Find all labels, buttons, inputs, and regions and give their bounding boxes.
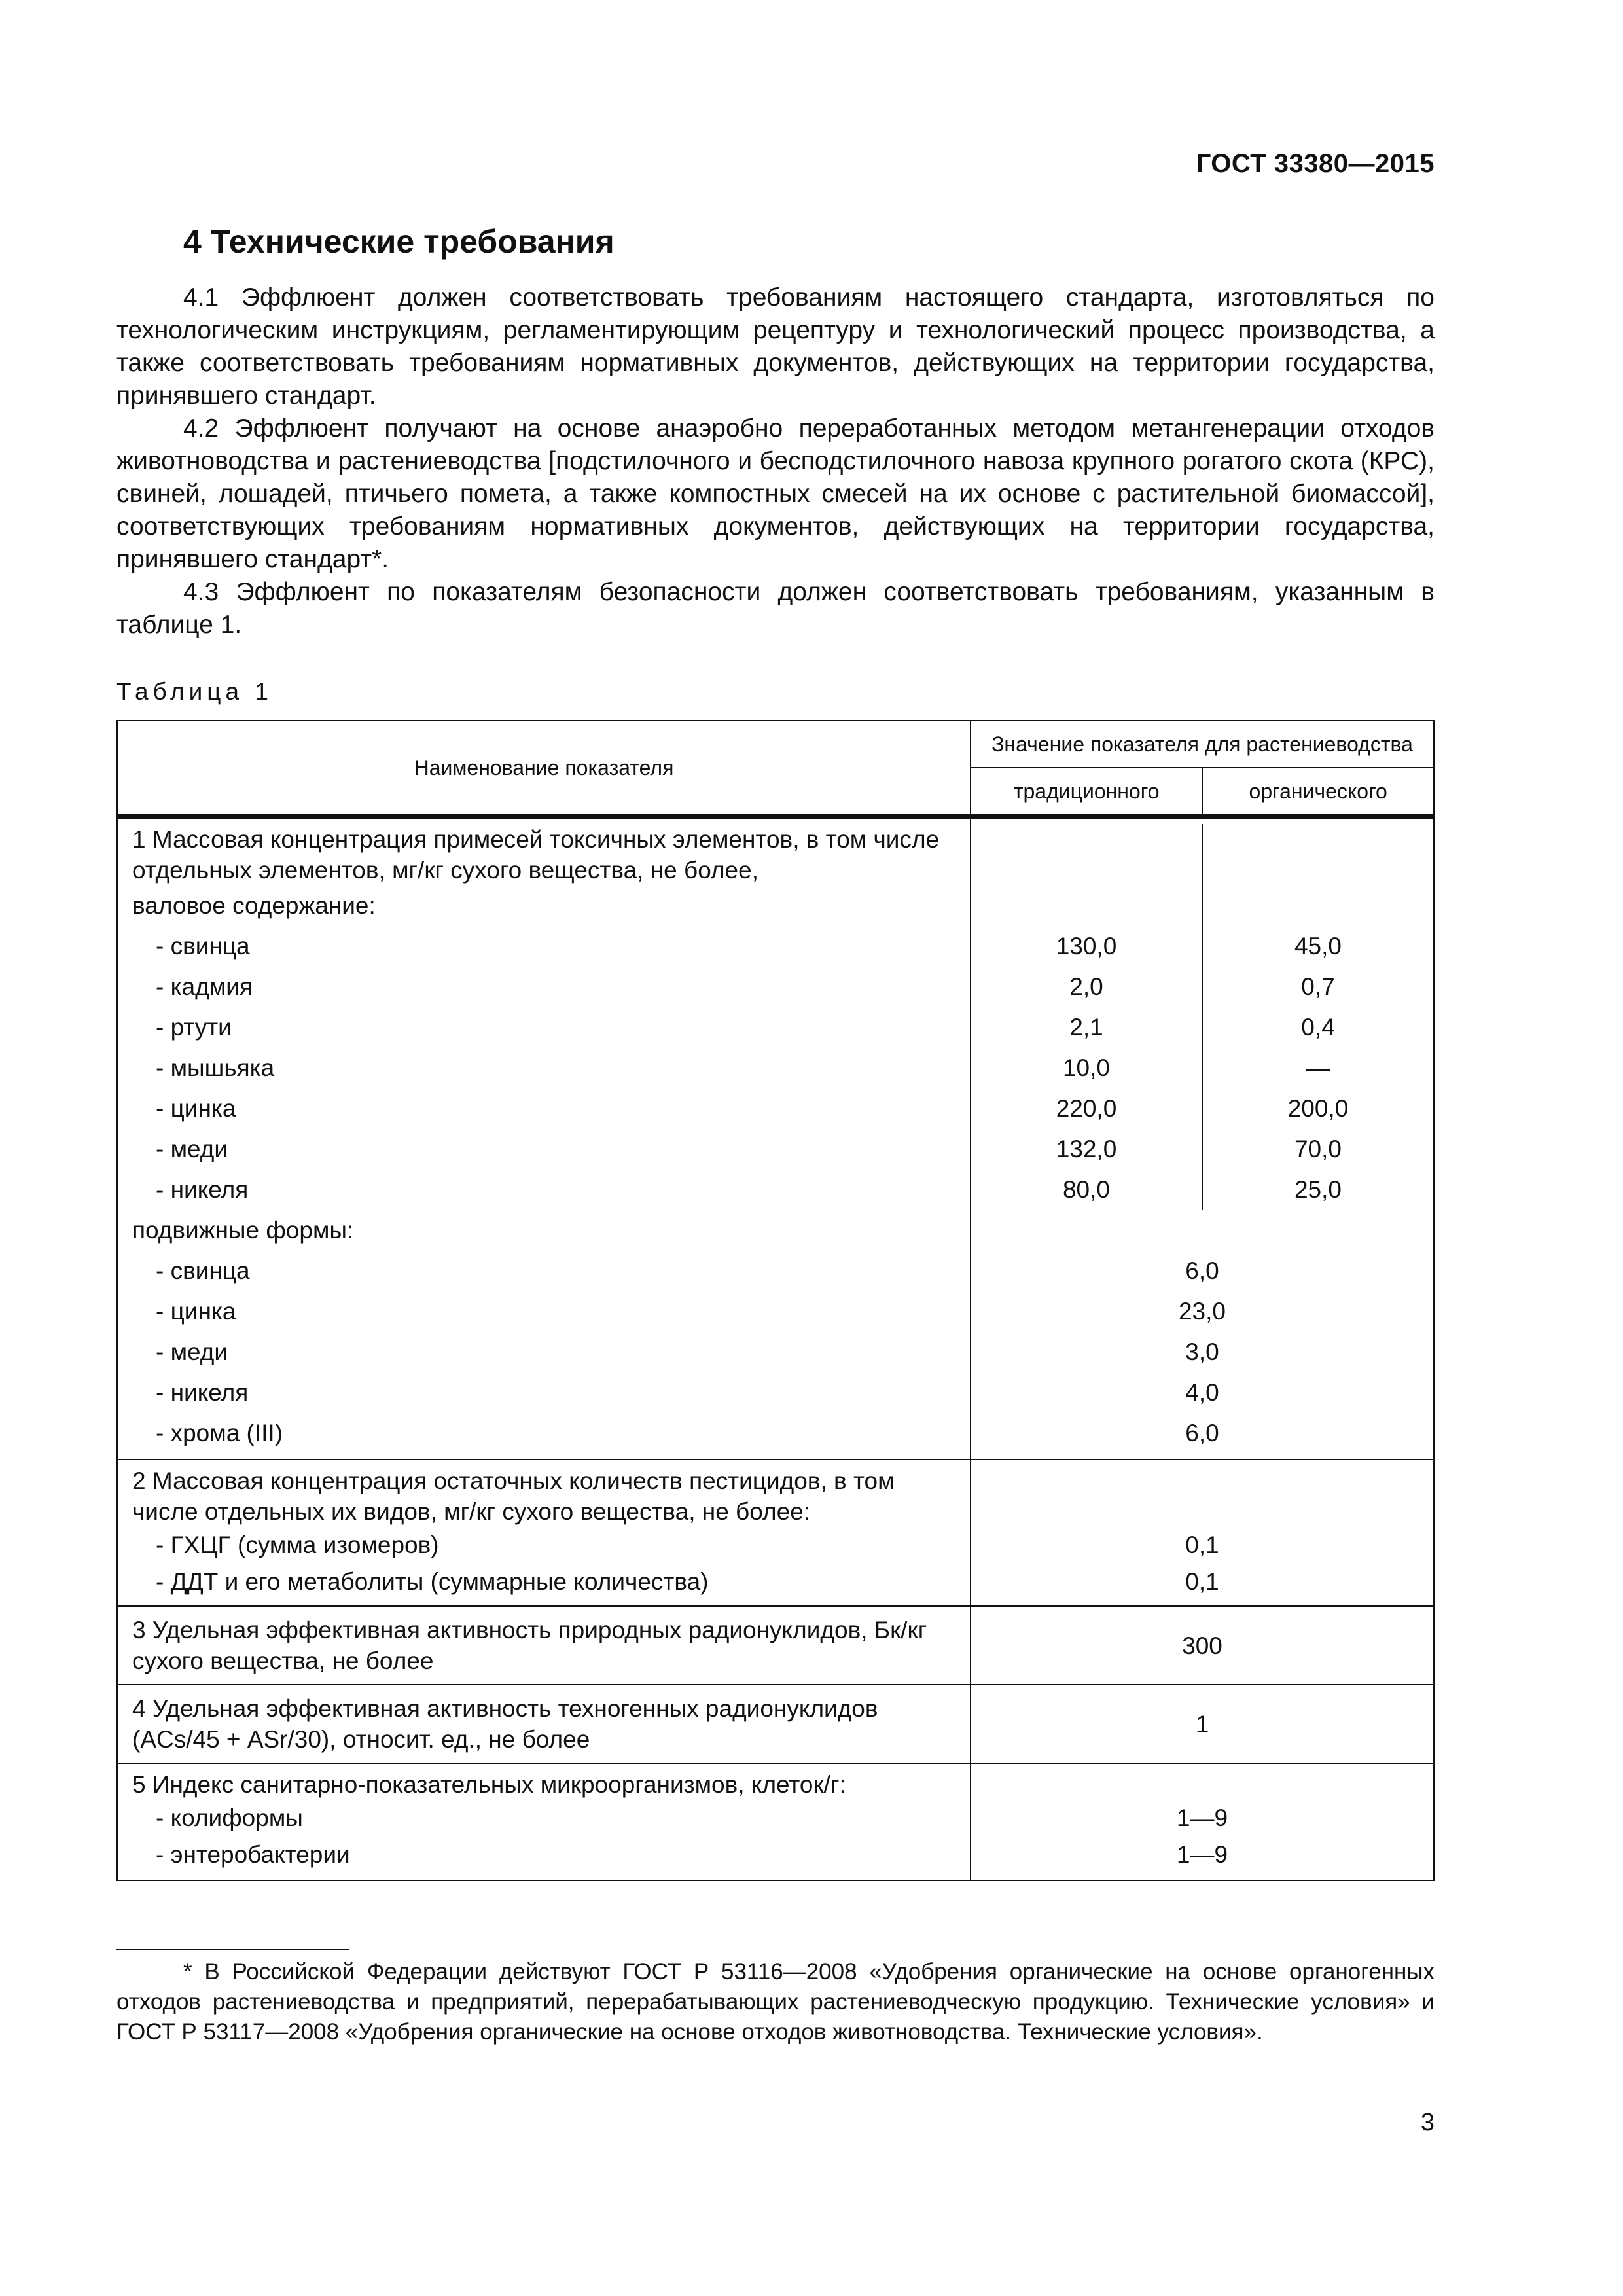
traditional-value: 132,0	[971, 1129, 1203, 1170]
mobile-value: 6,0	[1185, 1420, 1219, 1446]
mobile-item-name: - меди	[156, 1338, 228, 1365]
paragraph-4-3: 4.3 Эффлюент по показателям безопасности должен соответствовать требованиям, указанным в таблице 1.	[116, 578, 1435, 639]
section-4-value: 1	[971, 1685, 1434, 1763]
gross-item-name: - меди	[156, 1136, 228, 1162]
section-3-title: 3 Удельная эффективная активность природных радионуклидов, Бк/кг сухого вещества, не более	[132, 1617, 927, 1674]
pesticide-value: 0,1	[1185, 1568, 1219, 1595]
header-organic: органического	[1202, 768, 1434, 816]
header-traditional: традиционного	[971, 768, 1202, 816]
traditional-value: 2,1	[971, 1007, 1203, 1048]
mobile-forms-label: подвижные формы:	[132, 1217, 354, 1244]
organic-value: 0,4	[1301, 1014, 1335, 1041]
mobile-item-name: - никеля	[156, 1379, 249, 1406]
traditional-value: 2,0	[971, 967, 1203, 1007]
gross-item-name: - никеля	[156, 1176, 249, 1203]
section-1-title: 1 Массовая концентрация примесей токсичных элементов, в том числе отдельных элементов, мг/кг сухого вещества, не более,	[132, 826, 940, 884]
section-1-name-cell	[117, 818, 971, 1460]
gross-item-name: - мышьяка	[156, 1054, 275, 1081]
microorganism-value: 1—9	[1176, 1804, 1228, 1831]
mobile-item-name: - свинца	[156, 1257, 250, 1284]
table-caption: Таблица 1	[116, 678, 273, 705]
mobile-value: 6,0	[1185, 1257, 1219, 1284]
gross-item-name: - свинца	[156, 933, 250, 960]
section-5-name-cell	[117, 1763, 971, 1880]
body-text	[116, 281, 1435, 641]
organic-value: 200,0	[1287, 1095, 1349, 1122]
page	[116, 0, 1435, 2296]
gross-values-row	[971, 1048, 1433, 1088]
safety-indicators-table	[116, 720, 1435, 1881]
table-header-row	[117, 721, 1434, 768]
header-value-group: Значение показателя для растениеводства	[971, 721, 1434, 768]
footnote-divider	[116, 1949, 349, 1950]
mobile-item-name: - цинка	[156, 1298, 236, 1325]
organic-value: —	[1306, 1054, 1330, 1081]
footnote-text: * В Российской Федерации действуют ГОСТ Р 53116—2008 «Удобрения органические на основе органогенных отходов растениеводства и предприятий, перерабатывающих растениеводческую продукцию. Технические условия» и ГОСТ Р 53117—2008 «Удобрения органические на основе отходов животноводства. Технические условия».	[116, 1959, 1435, 2045]
section-4-name-cell	[117, 1685, 971, 1763]
pesticide-value: 0,1	[1185, 1532, 1219, 1558]
table-row-section-3	[117, 1606, 1434, 1685]
organic-value: 0,7	[1301, 973, 1335, 1000]
table-row-section-1	[117, 818, 1434, 1460]
pesticide-item-name: - ДДТ и его метаболиты (суммарные количества)	[156, 1568, 709, 1595]
document-code: ГОСТ 33380—2015	[1196, 149, 1435, 178]
table-row-section-4	[117, 1685, 1434, 1763]
traditional-value: 10,0	[971, 1048, 1203, 1088]
section-title: 4 Технические требования	[183, 223, 615, 260]
microorganism-value: 1—9	[1176, 1841, 1228, 1868]
section-2-name-cell	[117, 1460, 971, 1606]
traditional-value: 130,0	[971, 926, 1203, 967]
mobile-value: 3,0	[1185, 1338, 1219, 1365]
page-number: 3	[1420, 2109, 1435, 2136]
organic-value: 25,0	[1294, 1176, 1342, 1203]
gross-content-label: валовое содержание:	[132, 892, 376, 919]
footnote	[116, 1957, 1435, 2047]
mobile-value: 23,0	[1178, 1298, 1226, 1325]
microorganism-item-name: - колиформы	[156, 1804, 303, 1831]
gross-values-row	[971, 1088, 1433, 1129]
paragraph-4-1: 4.1 Эффлюент должен соответствовать требованиям настоящего стандарта, изготовляться по технологическим инструкциям, регламентирующим рецептуру и технологический процесс производства, а также соответствовать требованиям нормативных документов, действующих на территории государства, принявшего стандарт.	[116, 283, 1435, 410]
section-3-value: 300	[971, 1606, 1434, 1685]
traditional-value: 220,0	[971, 1088, 1203, 1129]
section-2-title: 2 Массовая концентрация остаточных количеств пестицидов, в том числе отдельных их видов, мг/кг сухого вещества, не более:	[132, 1467, 895, 1525]
gross-values-row	[971, 967, 1433, 1007]
gross-values-row	[971, 1007, 1433, 1048]
section-4-title: 4 Удельная эффективная активность техногенных радионуклидов (АCs/45 + АSr/30), относит. ед., не более	[132, 1695, 878, 1753]
table-row-section-5	[117, 1763, 1434, 1880]
traditional-value: 80,0	[971, 1170, 1203, 1210]
table-row-section-2	[117, 1460, 1434, 1606]
microorganism-item-name: - энтеробактерии	[156, 1841, 350, 1868]
gross-item-name: - ртути	[156, 1014, 232, 1041]
section-2-values-cell	[971, 1460, 1434, 1606]
section-5-values-cell	[971, 1763, 1434, 1880]
gross-values-row	[971, 1129, 1433, 1170]
section-1-values-cell	[971, 818, 1434, 1460]
gross-values-row	[971, 926, 1433, 967]
section-3-name-cell	[117, 1606, 971, 1685]
gross-values-row	[971, 1170, 1433, 1210]
section-5-title: 5 Индекс санитарно-показательных микроорганизмов, клеток/г:	[132, 1771, 846, 1798]
gross-item-name: - кадмия	[156, 973, 253, 1000]
header-name: Наименование показателя	[117, 721, 971, 816]
pesticide-item-name: - ГХЦГ (сумма изомеров)	[156, 1532, 439, 1558]
gross-item-name: - цинка	[156, 1095, 236, 1122]
mobile-value: 4,0	[1185, 1379, 1219, 1406]
organic-value: 45,0	[1294, 933, 1342, 960]
paragraph-4-2: 4.2 Эффлюент получают на основе анаэробно переработанных методом метангенерации отходов животноводства и растениеводства [подстилочного и бесподстилочного навоза крупного рогатого скота (КРС), свиней, лошадей, птичьего помета, а также компостных смесей на их основе с растительной биомассой], соответствующих требованиям нормативных документов, действующих на территории государства, принявшего стандарт*.	[116, 414, 1435, 573]
organic-value: 70,0	[1294, 1136, 1342, 1162]
mobile-item-name: - хрома (III)	[156, 1420, 283, 1446]
